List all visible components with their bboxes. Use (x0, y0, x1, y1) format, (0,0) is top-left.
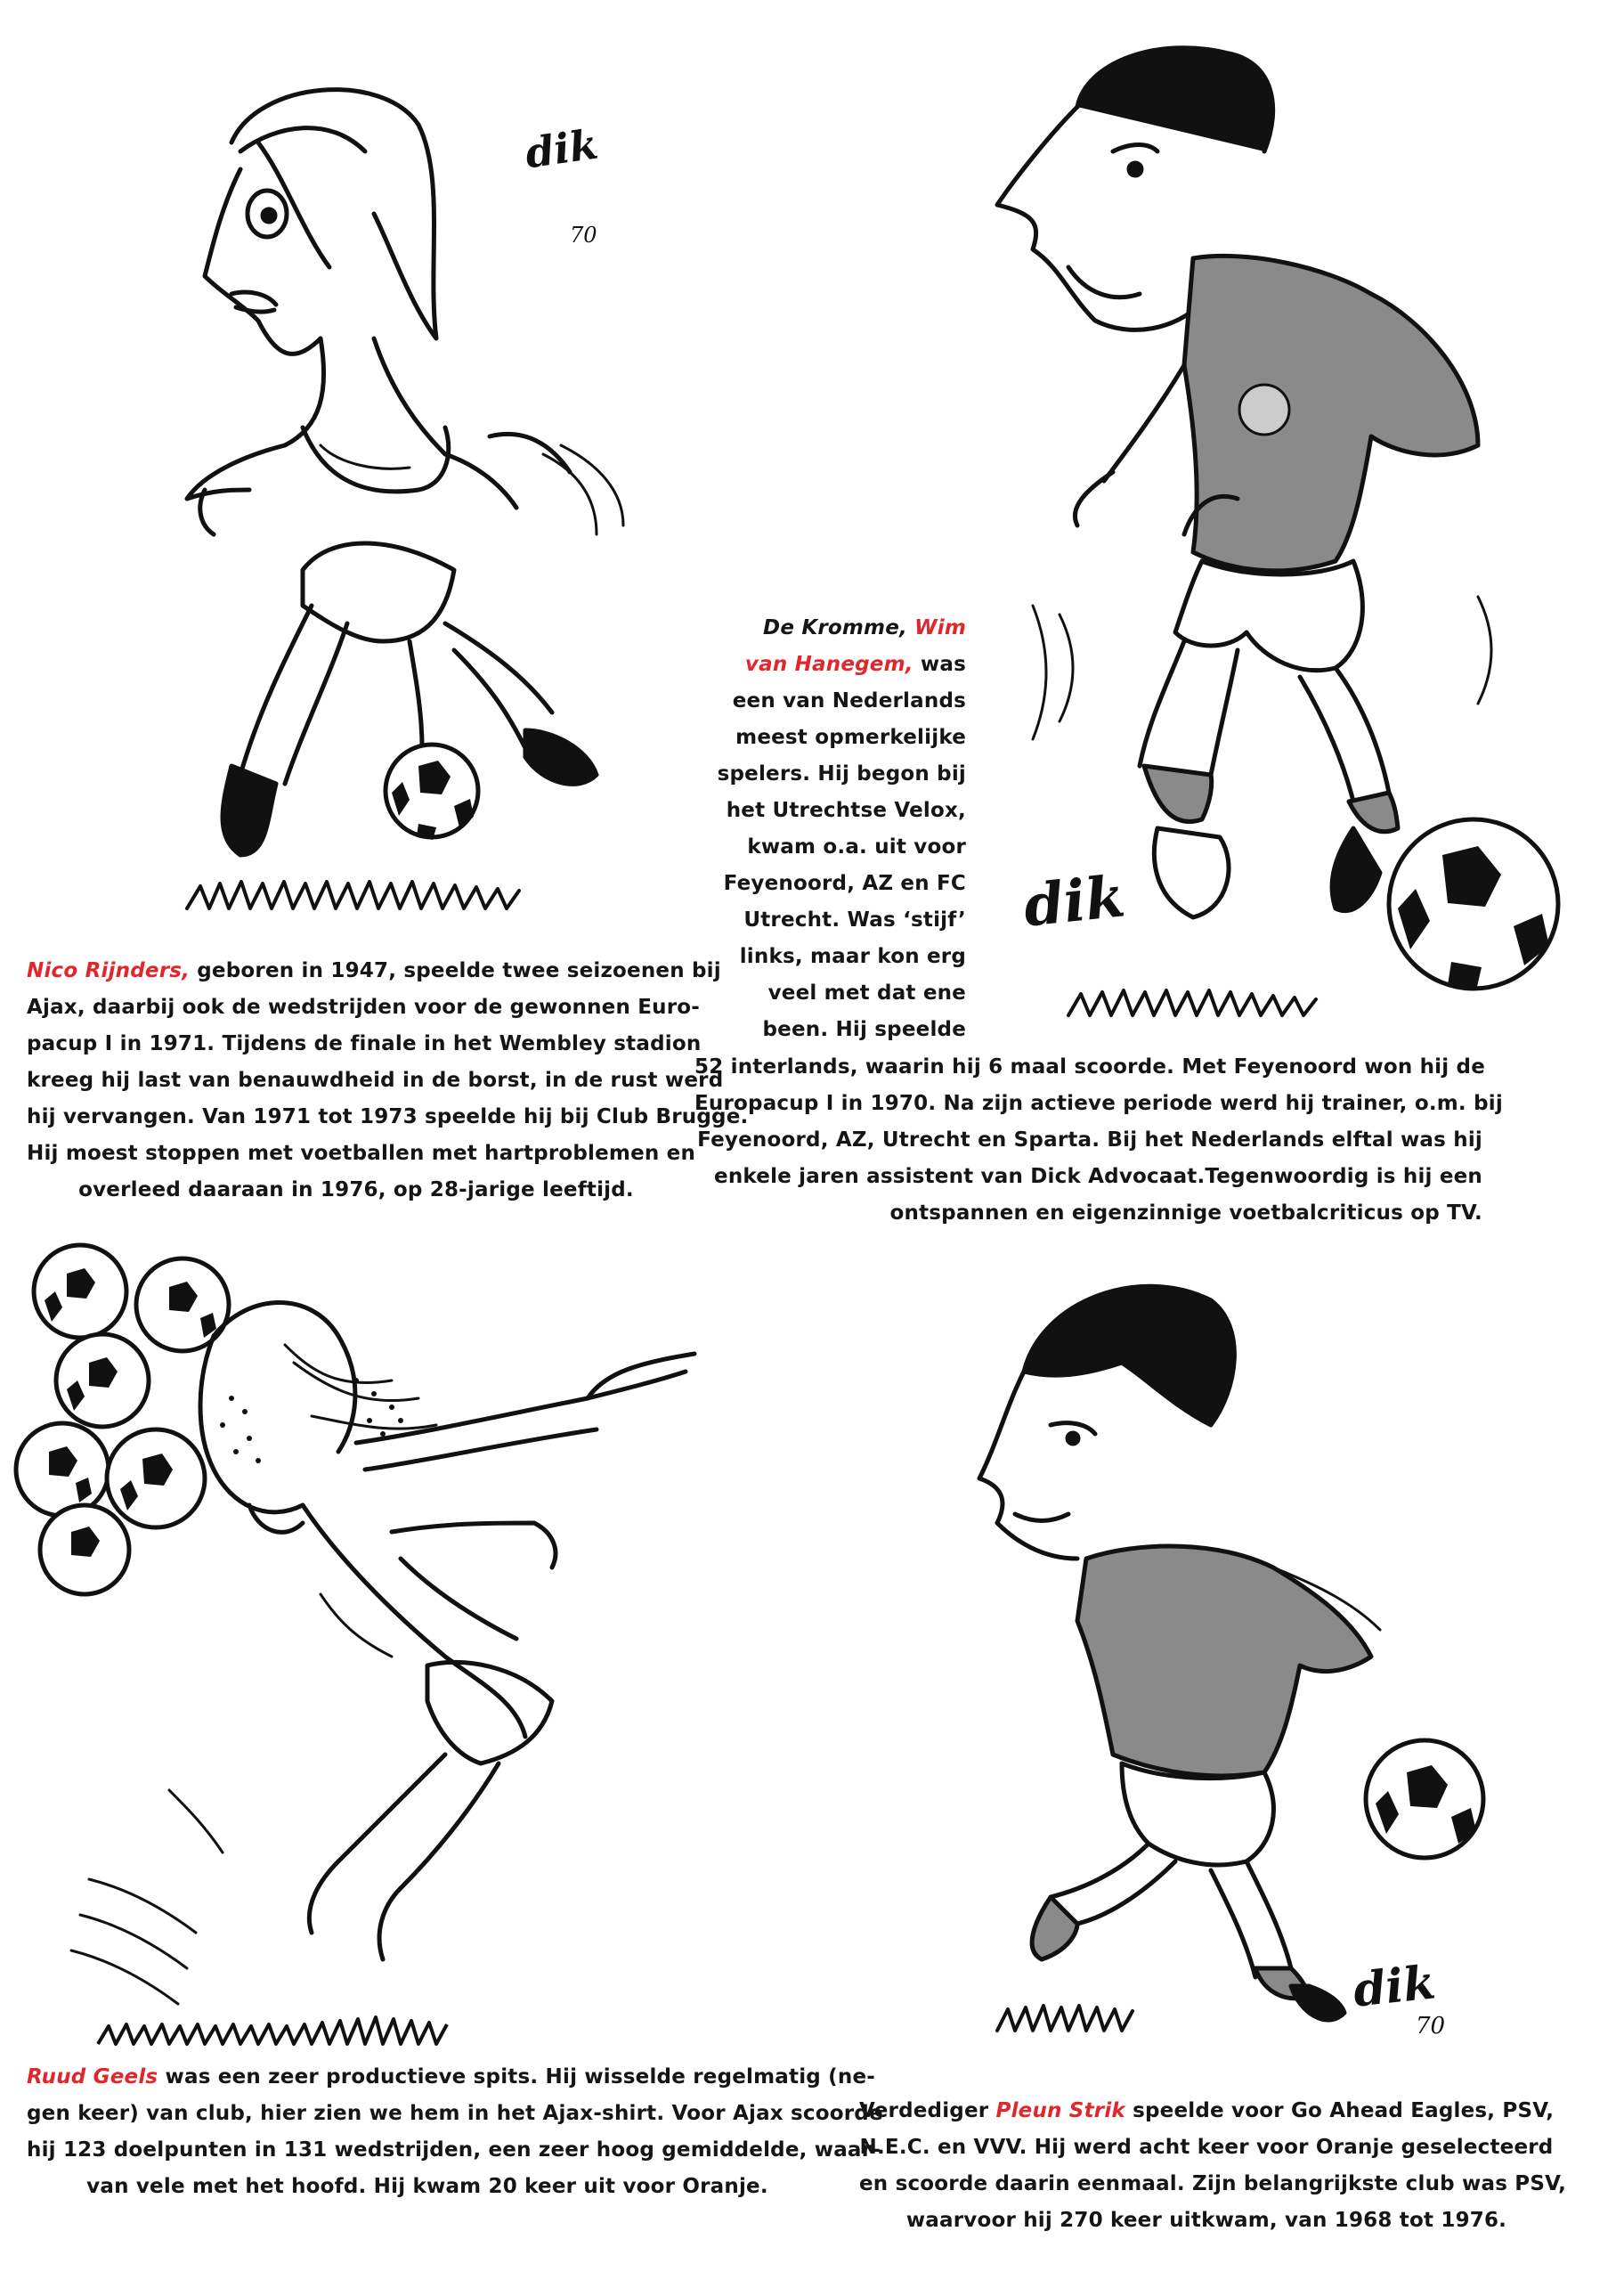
caption-text: speelde voor Go Ahead Eagles, PSV, (1125, 2099, 1555, 2122)
cartoon-ruud-geels (18, 1238, 730, 2040)
caption-line (694, 647, 966, 683)
caption-line (27, 2059, 875, 2096)
caption-ruud-geels (27, 2059, 883, 2205)
caption-line: Europacup I in 1970. Na zijn actieve periode werd hij trainer, o.m. bij (694, 1092, 1503, 1115)
player-name: Nico Rijnders, (27, 959, 191, 982)
football-icon (107, 1429, 205, 1527)
player-name: Pleun Strik (995, 2099, 1125, 2122)
caption-text: was een zeer productieve spits. Hij wisselde regelmatig (ne- (158, 2065, 875, 2089)
grass-scribble-bottom-left (89, 2008, 623, 2053)
football-icon (386, 745, 478, 840)
caption-line: 52 interlands, waarin hij 6 maal scoorde. Met Feyenoord won hij de (694, 1055, 1486, 1079)
caption-text: geboren in 1947, speelde twee seizoenen bij (190, 959, 721, 982)
signature-top-left (516, 116, 641, 249)
football-icon (40, 1505, 129, 1594)
caption-wim-van-hanegem-continued (694, 1049, 1503, 1232)
signature-bottom-right (1351, 1955, 1469, 2057)
caption-line: kwam o.a. uit voor (747, 835, 966, 859)
caption-line: Feyenoord, AZ en FC (723, 872, 966, 895)
football-icon (34, 1245, 126, 1338)
caption-line (694, 610, 966, 647)
caption-line: links, maar kon erg (739, 945, 966, 968)
caption-line: veel met dat ene (767, 981, 966, 1005)
player-name: Ruud Geels (27, 2065, 158, 2089)
caption-line: een van Nederlands (732, 689, 966, 712)
cartoon-pleun-strik (926, 1247, 1549, 2048)
football-icon (1389, 819, 1558, 990)
football-icon (16, 1423, 109, 1516)
caption-line: spelers. Hij begon bij (717, 762, 966, 786)
caption-line: overleed daaraan in 1976, op 28-jarige leeftijd. (78, 1178, 634, 1201)
caption-line: been. Hij speelde (762, 1018, 966, 1041)
signature-top-right: dik (1020, 863, 1129, 940)
caption-line: meest opmerkelijke (735, 726, 966, 749)
caption-line: en scoorde daarin eenmaal. Zijn belangrijkste club was PSV, (859, 2172, 1567, 2195)
caption-line: Utrecht. Was ‘stijf’ (743, 908, 966, 932)
caption-line: waarvoor hij 270 keer uitkwam, van 1968 tot 1976. (905, 2209, 1507, 2232)
football-icon (1366, 1740, 1483, 1858)
caption-line: N.E.C. en VVV. Hij werd acht keer voor Oranje geselecteerd (859, 2136, 1554, 2159)
caption-prefix: Verdediger (859, 2099, 996, 2122)
caption-prefix: De Kromme, (763, 616, 915, 639)
signature-year: 70 (1416, 2013, 1446, 2040)
caption-line: Feyenoord, AZ, Utrecht en Sparta. Bij het Nederlands elftal was hij (697, 1128, 1482, 1152)
signature-text: dik (522, 119, 601, 178)
player-name: Wim (914, 616, 966, 639)
caption-line: pacup I in 1971. Tijdens de finale in het Wembley stadion (27, 1032, 702, 1055)
caption-line: kreeg hij last van benauwdheid in de borst, in de rust werd (27, 1069, 724, 1092)
football-icon (56, 1334, 149, 1427)
caption-text: was (913, 653, 966, 676)
signature-year: 70 (570, 223, 597, 248)
caption-line: Ajax, daarbij ook de wedstrijden voor de gewonnen Euro- (27, 996, 701, 1019)
caption-line (859, 2093, 1554, 2129)
signature-text: dik (1351, 1955, 1439, 2018)
caption-line: hij 123 doelpunten in 131 wedstrijden, een zeer hoog gemiddelde, waar- (27, 2138, 881, 2162)
caption-line: Hij moest stoppen met voetballen met hartproblemen en (27, 1142, 696, 1165)
caption-line: van vele met het hoofd. Hij kwam 20 keer uit voor Oranje. (86, 2175, 768, 2198)
player-name: van Hanegem, (744, 653, 914, 676)
caption-nico-rijnders (27, 953, 749, 1209)
caption-wim-van-hanegem (694, 610, 966, 1048)
caption-line (27, 953, 721, 989)
caption-line: gen keer) van club, hier zien we hem in het Ajax-shirt. Voor Ajax scoorde (27, 2102, 883, 2125)
caption-line: ontspannen en eigenzinnige voetbalcriticus op TV. (889, 1201, 1482, 1225)
caption-line: enkele jaren assistent van Dick Advocaat.Tegenwoordig is hij een (714, 1165, 1482, 1188)
caption-pleun-strik (859, 2093, 1567, 2239)
caption-line: hij vervangen. Van 1971 tot 1973 speelde hij bij Club Brugge. (27, 1105, 749, 1128)
caption-line: het Utrechtse Velox, (726, 799, 966, 822)
